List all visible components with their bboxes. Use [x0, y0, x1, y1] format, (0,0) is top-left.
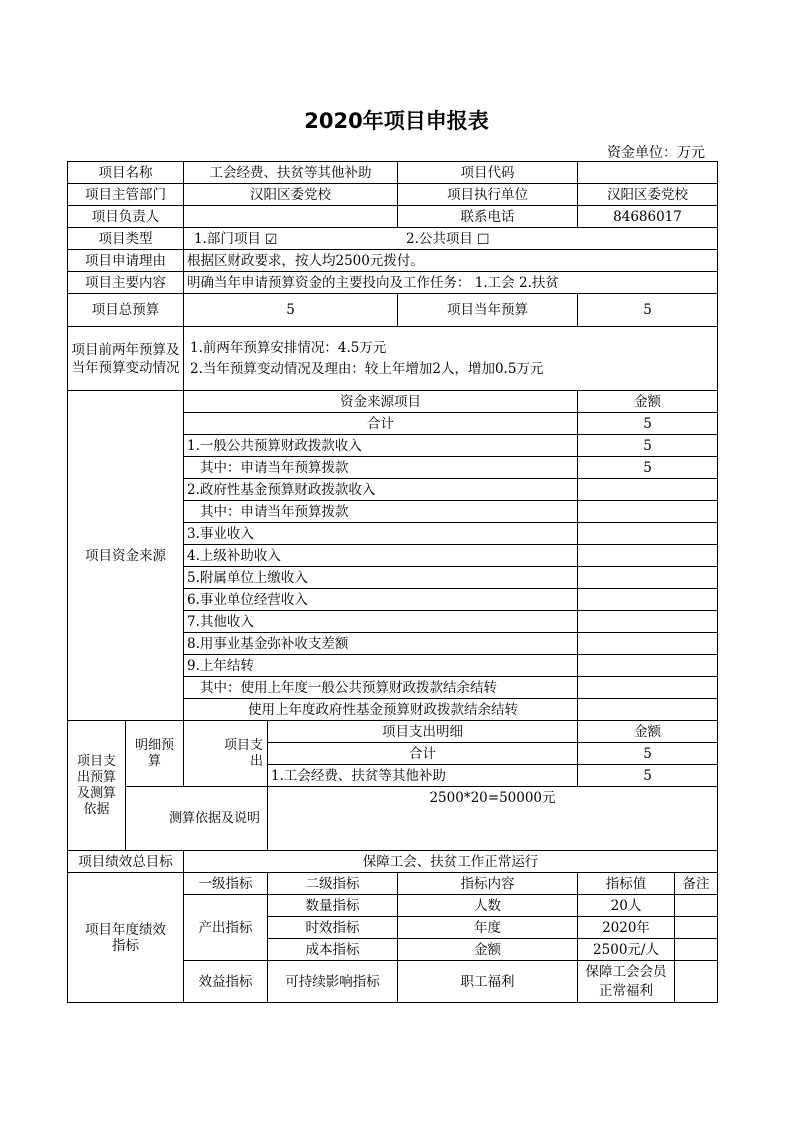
funding-amount [578, 677, 718, 699]
exec-unit-value: 汉阳区委党校 [578, 184, 718, 206]
perf-value: 2500元/人 [578, 939, 675, 961]
perf-header-content: 指标内容 [398, 873, 578, 895]
type-option-public: 2.公共项目 [406, 230, 473, 247]
perf-header-l1: 一级指标 [184, 873, 268, 895]
funding-item: 2.政府性基金预算财政拨款收入 [184, 479, 578, 501]
total-budget-label: 项目总预算 [68, 294, 184, 327]
row-reason [68, 250, 718, 272]
row-dept [68, 184, 718, 206]
expense-detail-label: 明细预算 [126, 721, 184, 787]
row-budget [68, 294, 718, 327]
expense-header-item: 项目支出明细 [268, 721, 578, 743]
calc-basis-label: 测算依据及说明 [126, 787, 268, 851]
funding-item: 5.附属单位上缴收入 [184, 567, 578, 589]
funding-item: 8.用事业基金弥补收支差额 [184, 633, 578, 655]
funding-amount [578, 545, 718, 567]
funding-item: 使用上年度政府性基金预算财政拨款结余结转 [184, 699, 578, 721]
perf-value: 20人 [578, 895, 675, 917]
content-value: 明确当年申请预算资金的主要投向及工作任务： 1.工会 2.扶贫 [184, 272, 718, 294]
funding-item: 其中：申请当年预算拨款 [184, 457, 578, 479]
phone-label: 联系电话 [398, 206, 578, 228]
project-name-label: 项目名称 [68, 162, 184, 184]
funding-label: 项目资金来源 [68, 391, 184, 721]
perf-content: 金额 [398, 939, 578, 961]
unit-note: 资金单位：万元 [607, 145, 705, 161]
funding-amount [578, 479, 718, 501]
row-type [68, 228, 718, 250]
expense-item: 1.工会经费、扶贫等其他补助 [268, 765, 578, 787]
funding-item: 其中：使用上年度一般公共预算财政拨款结余结转 [184, 677, 578, 699]
perf-label: 项目年度绩效指标 [68, 873, 184, 1003]
row-change [68, 327, 718, 391]
perf-l2: 时效指标 [268, 917, 398, 939]
perf-value: 保障工会会员正常福利 [578, 961, 675, 1003]
total-budget-value: 5 [184, 294, 398, 327]
year-budget-value: 5 [578, 294, 718, 327]
type-options [184, 228, 718, 250]
change-line-1: 1.前两年预算安排情况：4.5万元 [190, 339, 387, 356]
funding-item: 合计 [184, 413, 578, 435]
funding-amount [578, 567, 718, 589]
project-code-value [578, 162, 718, 184]
goal-value: 保障工会、扶贫工作正常运行 [184, 851, 718, 873]
funding-item: 其中：申请当年预算拨款 [184, 501, 578, 523]
funding-amount [578, 501, 718, 523]
funding-item: 1.一般公共预算财政拨款收入 [184, 435, 578, 457]
year-budget-label: 项目当年预算 [398, 294, 578, 327]
funding-item: 7.其他收入 [184, 611, 578, 633]
funding-header-amount: 金额 [578, 391, 718, 413]
funding-header-item: 资金来源项目 [184, 391, 578, 413]
funding-header [68, 391, 718, 413]
project-name-value: 工会经费、扶贫等其他补助 [184, 162, 398, 184]
project-code-label: 项目代码 [398, 162, 578, 184]
perf-l2: 可持续影响指标 [268, 961, 398, 1003]
perf-header-note: 备注 [675, 873, 718, 895]
funding-amount [578, 633, 718, 655]
expense-total-amount: 5 [578, 743, 718, 765]
perf-content: 人数 [398, 895, 578, 917]
funding-amount: 5 [578, 413, 718, 435]
change-value [184, 327, 718, 391]
funding-amount [578, 523, 718, 545]
perf-l2: 数量指标 [268, 895, 398, 917]
funding-amount [578, 611, 718, 633]
exec-unit-label: 项目执行单位 [398, 184, 578, 206]
checked-box-icon[interactable]: ☑ [264, 231, 278, 248]
perf-l2: 成本指标 [268, 939, 398, 961]
expense-header-amount: 金额 [578, 721, 718, 743]
perf-output-label: 产出指标 [184, 895, 268, 961]
page-title: 2020年项目申报表 [304, 109, 489, 133]
expense-basis-label: 项目支出预算及测算依据 [68, 721, 126, 851]
expense-header [68, 721, 718, 743]
content-label: 项目主要内容 [68, 272, 184, 294]
leader-label: 项目负责人 [68, 206, 184, 228]
perf-value: 2020年 [578, 917, 675, 939]
perf-content: 年度 [398, 917, 578, 939]
row-leader [68, 206, 718, 228]
funding-item: 4.上级补助收入 [184, 545, 578, 567]
expense-item-amount: 5 [578, 765, 718, 787]
perf-note [675, 939, 718, 961]
row-content [68, 272, 718, 294]
expense-total-label: 合计 [268, 743, 578, 765]
table-row [68, 787, 718, 851]
funding-amount: 5 [578, 457, 718, 479]
perf-header-value: 指标值 [578, 873, 675, 895]
row-goal [68, 851, 718, 873]
perf-header [68, 873, 718, 895]
unchecked-box-icon[interactable]: ☐ [476, 231, 490, 248]
perf-header-l2: 二级指标 [268, 873, 398, 895]
type-option-dept: 1.部门项目 [194, 230, 261, 247]
perf-content: 职工福利 [398, 961, 578, 1003]
funding-amount [578, 699, 718, 721]
funding-amount: 5 [578, 435, 718, 457]
dept-label: 项目主管部门 [68, 184, 184, 206]
calc-basis-text: 2500*20=50000元 [268, 787, 718, 851]
phone-value: 84686017 [578, 206, 718, 228]
type-label: 项目类型 [68, 228, 184, 250]
reason-label: 项目申请理由 [68, 250, 184, 272]
perf-note [675, 961, 718, 1003]
perf-note [675, 895, 718, 917]
funding-item: 6.事业单位经营收入 [184, 589, 578, 611]
change-label: 项目前两年预算及当年预算变动情况 [68, 327, 184, 391]
project-table [67, 161, 718, 1003]
funding-item: 3.事业收入 [184, 523, 578, 545]
reason-value: 根据区财政要求，按人均2500元拨付。 [184, 250, 718, 272]
perf-note [675, 917, 718, 939]
row-project-name [68, 162, 718, 184]
dept-value: 汉阳区委党校 [184, 184, 398, 206]
leader-value [184, 206, 398, 228]
funding-amount [578, 589, 718, 611]
expense-type-label: 项目支出 [184, 721, 268, 787]
goal-label: 项目绩效总目标 [68, 851, 184, 873]
perf-effect-label: 效益指标 [184, 961, 268, 1003]
funding-item: 9.上年结转 [184, 655, 578, 677]
funding-amount [578, 655, 718, 677]
change-line-2: 2.当年预算变动情况及理由：较上年增加2人，增加0.5万元 [190, 360, 544, 377]
